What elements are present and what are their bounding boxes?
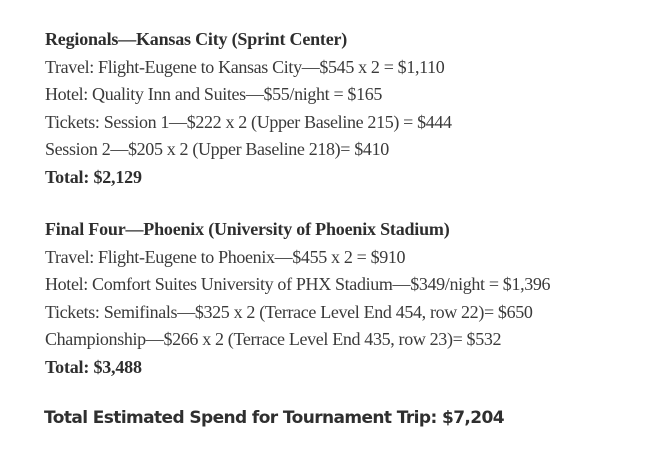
line-item: Travel: Flight-Eugene to Phoenix—$455 x 2 = $910 bbox=[45, 246, 406, 267]
line-item: Tickets: Semifinals—$325 x 2 (Terrace Level End 454, row 22)= $650 bbox=[45, 301, 533, 322]
grand-total: Total Estimated Spend for Tournament Trip: $7,204 bbox=[44, 408, 504, 428]
line-item: Championship—$266 x 2 (Terrace Level End 435, row 23)= $532 bbox=[45, 329, 502, 349]
line-item: Hotel: Comfort Suites University of PHX Stadium—$349/night = $1,396 bbox=[45, 274, 551, 294]
line-item: Session 2—$205 x 2 (Upper Baseline 218)= $410 bbox=[45, 139, 389, 159]
section-heading: Regionals—Kansas City (Sprint Center) bbox=[45, 29, 348, 49]
final-four-section bbox=[45, 216, 550, 381]
section-total: Total: $2,129 bbox=[45, 166, 142, 187]
section-heading: Final Four—Phoenix (University of Phoenix Stadium) bbox=[45, 219, 450, 239]
section-total: Total: $3,488 bbox=[45, 356, 142, 377]
trip-budget-document bbox=[45, 26, 550, 381]
line-item: Travel: Flight-Eugene to Kansas City—$545 x 2 = $1,110 bbox=[45, 56, 445, 77]
regionals-section bbox=[45, 26, 550, 191]
line-item: Tickets: Session 1—$222 x 2 (Upper Baseline 215) = $444 bbox=[45, 111, 452, 132]
line-item: Hotel: Quality Inn and Suites—$55/night = $165 bbox=[45, 84, 383, 104]
